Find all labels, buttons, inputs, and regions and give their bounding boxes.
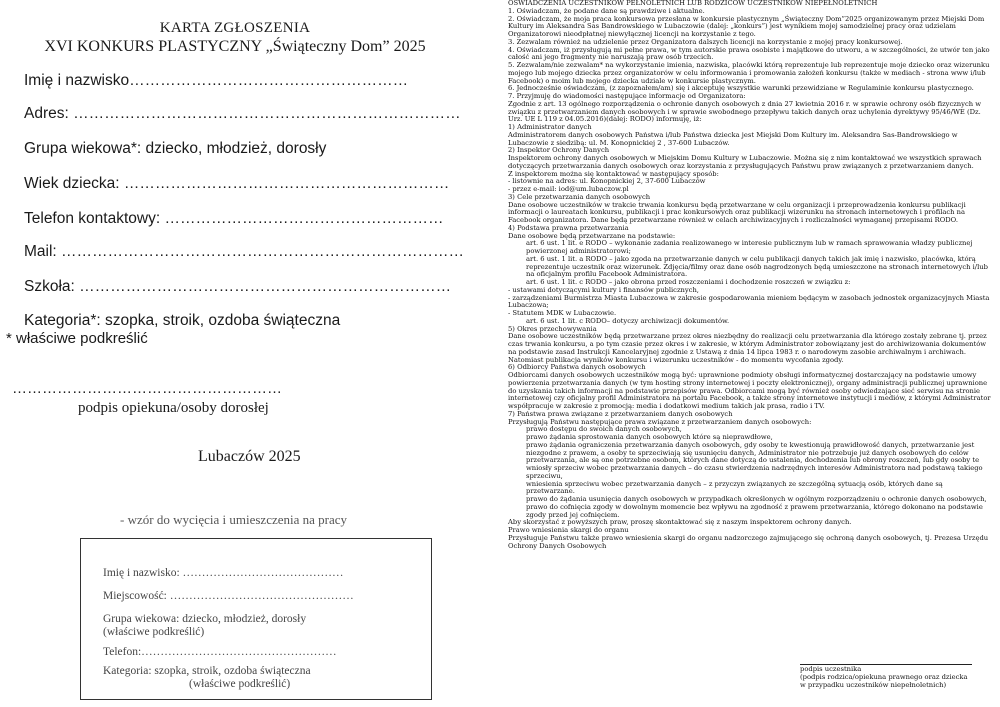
label-age-group-note: (właściwe podkreślić) <box>103 626 205 638</box>
application-form <box>0 0 490 707</box>
signature-label: podpis opiekuna/osoby dorosłej <box>78 400 269 416</box>
place-year: Lubaczów 2025 <box>198 448 301 465</box>
underline-note: * właściwe podkreślić <box>6 330 148 347</box>
statement-paragraph: - przez e-mail: iod@um.lubaczow.pl <box>508 185 629 193</box>
statement-item: 3. Zezwalam również na udzielenie przez Organizatora dalszych licencji na korzystanie z mojej pracy konkursowej. <box>508 37 903 46</box>
field-child-age: Wiek dziecka: ……………………………………………………… <box>24 175 450 192</box>
statement-paragraph: Dane osobowe uczestników będą przetwarzane przez okres niezbędny do realizacji celu przetwarzania dla którego zostały zebrane tj. przez czas trwania konkursu, a po tym czasie przez okres i w zakresie, w którym Administrator zobowiązany jest do archiwizowania dokumentów na podstawie zasad Instrukcji Kancelaryjnej zgodnie z Ustawą z dnia 14 lipca 1983 r. o narodowym zasobie archiwalnym i archiwach. Natomiast publikacja wyników konkursu i wizerunku uczestników - do momentu wycofania zgody. <box>508 332 987 364</box>
field-address: Adres: ………………………………………………………………… <box>24 105 461 122</box>
section-heading: 1) Administrator danych <box>508 123 592 131</box>
statement-paragraph: prawo żądania ograniczenia przetwarzania danych osobowych, gdy osoby te kwestionują prawidłowość danych, przetwarzanie jest niezgodne z prawem, a osoby te sprzeciwiają się usunięciu danych, Administrator nie potrzebuje już danych osobowych do celów przetwarzania, ale są one potrzebne osobom, których dane dotyczą do ustalenia, dochodzenia lub obrony roszczeń, lub gdy osoby te wniosły sprzeciw wobec przetwarzania danych – do czasu stwierdzenia nadrzędnych interesów Administratora nad podstawą takiego sprzeciwu, <box>526 440 983 480</box>
field-phone: Telefon kontaktowy: ……………………………………………… <box>24 210 444 227</box>
field-school: Szkoła: ……………………………………………………………… <box>24 278 452 295</box>
statement-item: 2. Oświadczam, że moja praca konkursowa przesłana w konkursie plastycznym „Świąteczny Dom”2025 organizowanym przez Miejski Dom Kultury im Aleksandra Sas Bandrowskiego w Lubaczowie (dalej: „konkurs”) jest wynikiem mojej samodzielnej pracy oraz udzielam Organizatorowi nieodpłatnej niewyłącznej licencji na korzystanie z tego. <box>508 14 985 38</box>
statement-paragraph: Inspektorem ochrony danych osobowych w Miejskim Domu Kultury w Lubaczowie. Można się z nim kontaktować we wszystkich sprawach dotyczących przetwarzania danych osobowych oraz korzystania z przysługujących Państwu praw związanych z przetwarzaniem danych. <box>508 154 982 170</box>
statement-paragraph: - Statutem MDK w Lubaczowie. <box>508 309 617 317</box>
field-category: Kategoria*: szopka, stroik, ozdoba świąteczna <box>24 312 341 329</box>
label-box <box>80 538 432 700</box>
statement-item: 4. Oświadczam, iż przysługują mi pełne prawa, w tym autorskie prawa osobiste i majątkowe do utworu, a w szczególności, że utwór ten jako całość ani jego fragmenty nie naruszają praw osób trzecich. <box>508 45 990 62</box>
statement-paragraph: Administratorem danych osobowych Państwa i/lub Państwa dziecka jest Miejski Dom Kultury im. Aleksandra Sas-Bandrowskiego w Lubaczowie z siedzibą: ul. M. Konopnickiej 2 , 37-600 Lubaczów. <box>508 130 958 147</box>
consent-statement <box>508 0 993 707</box>
field-mail: Mail: …………………………………………………………………… <box>24 243 465 260</box>
statement-item: 1. Oświadczam, że podane dane są prawdziwe i aktualne. <box>508 6 705 15</box>
section-heading: 6) Odbiorcy Państwa danych osobowych <box>508 363 646 372</box>
statement-paragraph: art. 6 ust. 1 lit. a RODO – jako zgoda na przetwarzanie danych w celu publikacji danych takich jak imię i nazwisko, placówka, którą reprezentuje uczestnik oraz wizerunek. Zdjęcia/filmy oraz dane osób nagrodzonych będą umieszczone na stronach internetowych i/lub na oficjalnym profilu Facebook Administratora. <box>526 254 988 279</box>
statement-item: 6. Jednocześnie oświadczam, (z zapoznałem/am) się i akceptuję wszystkie warunki przewidziane w Regulaminie konkursu plastycznego. <box>508 84 974 93</box>
statement-paragraph: - ustawami dotyczącymi kultury i finansów publicznych, <box>508 285 699 294</box>
statement-paragraph: Przysługuje Państwu także prawo wniesienia skargi do organu nadzorczego zajmującego się ochroną danych osobowych, tj. Prezesa Urzędu Ochrony Danych Osobowych <box>508 533 989 550</box>
section-heading: 7) Państwa prawa związane z przetwarzaniem danych osobowych <box>508 409 733 418</box>
statement-paragraph: Zgodnie z art. 13 ogólnego rozporządzenia o ochronie danych osobowych z dnia 27 kwietnia 2016 r. w sprawie ochrony osób fizycznych w związku z przetwarzaniem danych osobowych i w sprawie swobodnego przepływu takich danych oraz uchylenia dyrektywy 95/46/WE (Dz. Urz. UE L 119 z 04.05.2016)(dalej: RODO) informuję, iż: <box>508 99 982 124</box>
statement-paragraph: prawo dostępu do swoich danych osobowych, <box>526 425 682 434</box>
label-name: Imię i nazwisko: …………………………………… <box>103 567 344 579</box>
statement-paragraph: art. 6 ust. 1 lit. c RODO – jako obrona przed roszczeniami i dochodzenie roszczeń w związku z: <box>526 278 851 286</box>
statement-item: 7. Przyjmuję do wiadomości następujące informacje od Organizatora: <box>508 92 746 100</box>
section-heading: Prawo wniesienia skargi do organu <box>508 526 629 534</box>
statement-paragraph: prawo do cofnięcia zgody w dowolnym momencie bez wpływu na zgodność z prawem przetwarzania, którego dokonano na podstawie zgody przed jej cofnięciem. <box>526 502 983 519</box>
statement-paragraph: - listownie na adres: ul. Konopnickiej 2, 37-600 Lubaczów <box>508 177 706 186</box>
cut-note: - wzór do wycięcia i umieszczenia na pracy <box>120 512 348 527</box>
label-town: Miejscowość: ………………………………………… <box>103 590 354 602</box>
section-heading: 3) Cele przetwarzania danych osobowych <box>508 192 651 201</box>
statement-paragraph: art. 6 ust. 1 lit. e RODO – wykonanie zadania realizowanego w interesie publicznym lub w ramach sprawowania władzy publicznej powierzonej administratorowi; <box>526 239 973 255</box>
label-phone: Telefon:…………………………………………… <box>103 646 337 658</box>
signature-caption: (podpis rodzica/opiekuna prawnego oraz dziecka <box>800 672 968 681</box>
participant-signature-label <box>800 666 968 689</box>
statement-paragraph: Dane osobowe będą przetwarzane na podstawie: <box>508 231 676 240</box>
signature-caption: podpis uczestnika <box>800 665 862 673</box>
statement-heading: OŚWIADCZENIA UCZESTNIKÓW PEŁNOLETNICH LUB RODZICÓW UCZESTNIKÓW NIEPEŁNOLETNICH <box>508 0 878 7</box>
section-heading: 4) Podstawa prawna przetwarzania <box>508 223 629 232</box>
statement-paragraph: Dane osobowe uczestników w trakcie trwania konkursu będą przetwarzane w celu organizacji i przeprowadzenia konkursu publikacji informacji o laureatach konkursu, publikacji i prac konkursowych oraz publikacji wizerunku na stronach internetowych i profilach na Facebook organizatora. Dane będą przetwarzane również w celach archiwizacyjnych i rozliczalności wymaganej przepisami RODO. <box>508 200 966 224</box>
statement-paragraph: wniesienia sprzeciwu wobec przetwarzania danych – z przyczyn związanych ze szczególną sytuacją osób, których dane są przetwarzane. <box>526 479 943 496</box>
statement-paragraph: Odbiorcami danych osobowych uczestników mogą być: uprawnione podmioty obsługi informatycznej dostarczający na podstawie umowy powierzenia przetwarzania danych (w tym hosting strony internetowej i poczty elektronicznej), organy administracji publicznej uprawnione do uzyskania takich informacji na podstawie przepisów prawa. Odbiorcami mogą być również osoby odwiedzające sieć serwisu na stronie internetowej czy oficjalny profil Administratora na portalu Facebook, a także strony internetowe instytucji i mediów, z którymi Administrator współpracuje w zakresie z promocją: media i dodatkowi medium takich jak prasa, radio i TV. <box>508 371 991 410</box>
form-title: KARTA ZGŁOSZENIA <box>159 20 311 36</box>
statement-paragraph: Przysługują Państwu następujące prawa związane z przetwarzaniem danych osobowych: <box>508 417 812 426</box>
signature-line: ……………………………………………… <box>12 380 282 397</box>
section-heading: 5) Okres przechowywania <box>508 324 597 333</box>
field-name: Imię i nazwisko……………………………………………… <box>24 72 409 89</box>
field-age-group: Grupa wiekowa*: dziecko, młodzież, dorosły <box>24 140 327 157</box>
form-subtitle: XVI KONKURS PLASTYCZNY „Świąteczny Dom” 2025 <box>44 38 426 55</box>
statement-paragraph: art. 6 ust. 1 lit. c RODO– dotyczy archiwizacji dokumentów. <box>526 316 730 325</box>
section-heading: 2) Inspektor Ochrony Danych <box>508 146 610 155</box>
statement-paragraph: - zarządzeniami Burmistrza Miasta Lubaczowa w zakresie gospodarowania mieniem będącym w zasobach jednostek organizacyjnych Miasta Lubaczowa; <box>508 293 990 310</box>
label-category: Kategoria: szopka, stroik, ozdoba świąteczna <box>103 665 311 677</box>
statement-paragraph: Aby skorzystać z powyższych praw, proszę skontaktować się z naszym inspektorem ochrony danych. <box>508 518 852 527</box>
signature-caption: w przypadku uczestników niepełnoletnich) <box>800 680 947 689</box>
label-category-note: (właściwe podkreślić) <box>189 678 291 690</box>
statement-paragraph: prawo żądania sprostowania danych osobowych które są nieprawdłowe, <box>526 433 773 441</box>
statement-item: 5. Zezwalam/nie zezwalam* na wykorzystanie imienia, nazwiska, placówki którą reprezentuje lub reprezentuje moje dziecko oraz wizerunku mojego lub mojego dziecka przez organizatorów w celu informowania i promowania założeń konkursu (także w mediach - strona www i/lub Facebook) o moim lub mojego dziecka udziale w konkursie plastycznym. <box>508 61 990 85</box>
statement-paragraph: prawo do żądania usunięcia danych osobowych w przypadkach określonych w ogólnym rozporządzeniu o ochronie danych osobowych, <box>526 495 987 503</box>
statement-paragraph: Z inspektorem można się kontaktować w następujący sposób: <box>508 169 719 178</box>
label-age-group: Grupa wiekowa: dziecko, młodzież, dorosły <box>103 613 307 625</box>
